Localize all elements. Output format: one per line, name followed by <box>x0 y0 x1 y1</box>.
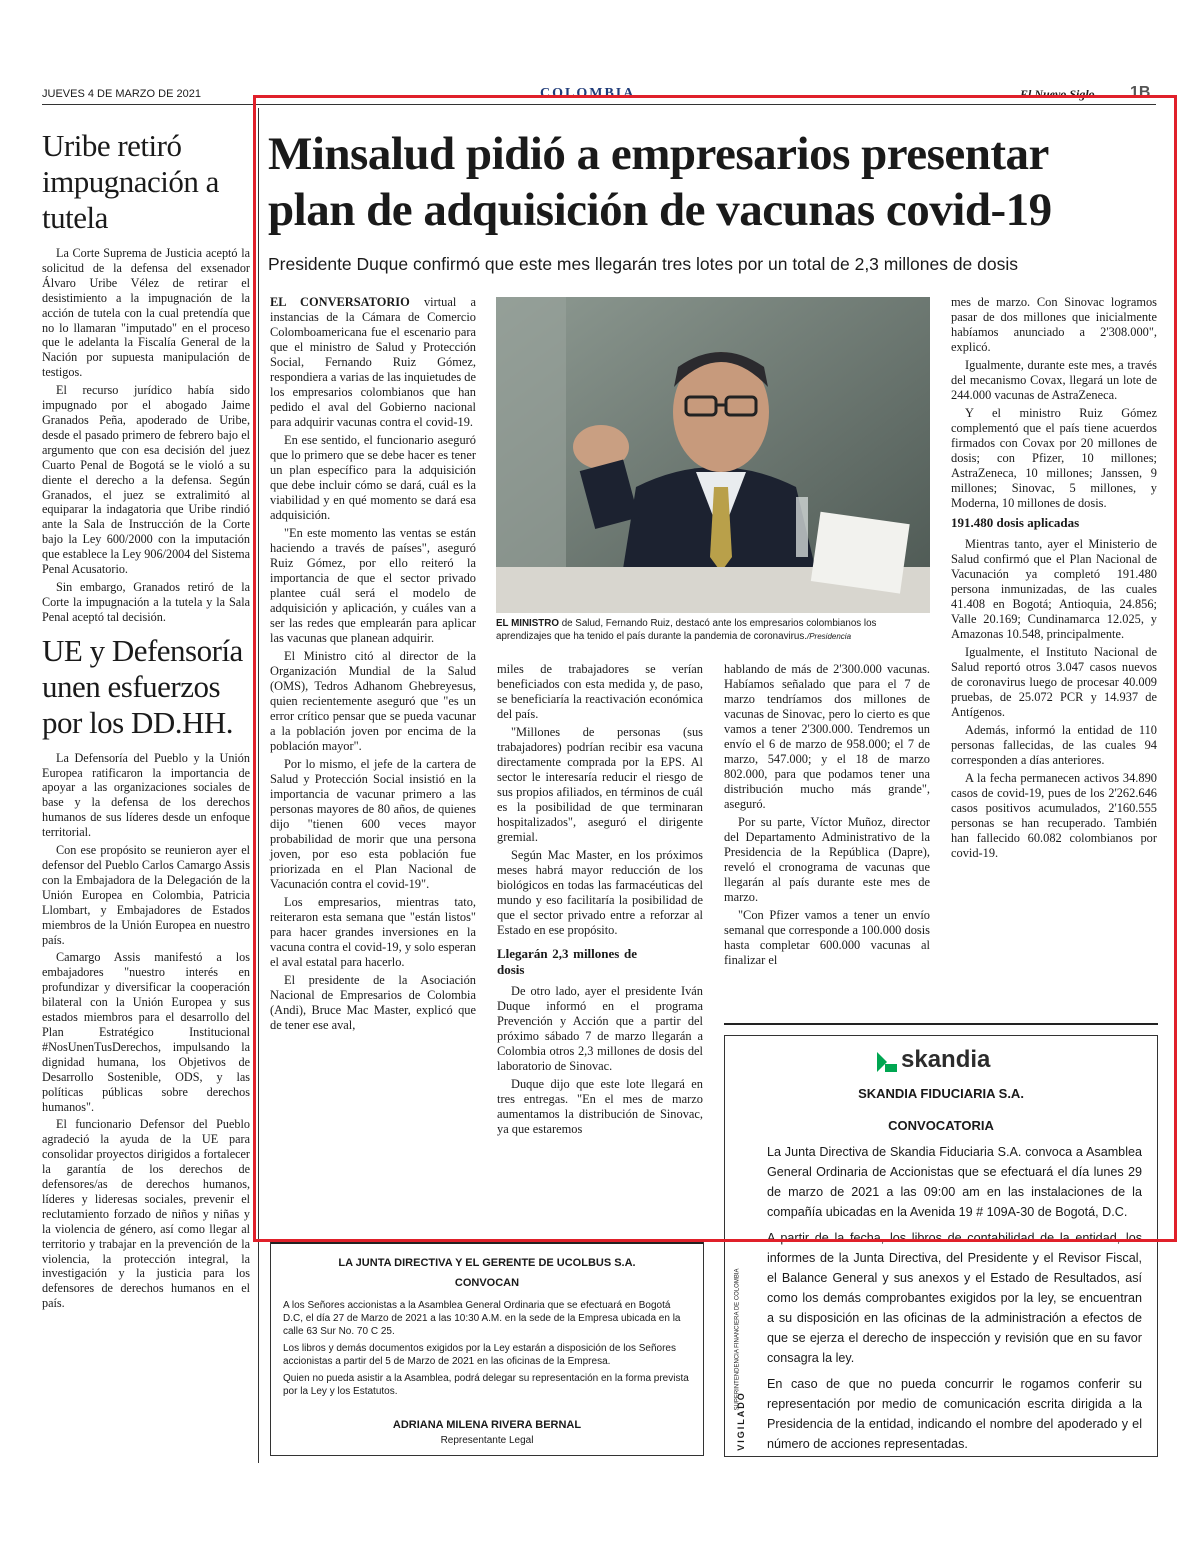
headline-line-1: Minsalud pidió a empresarios presentar <box>268 128 1049 180</box>
ucolbus-convocan: CONVOCAN <box>454 1277 520 1289</box>
paragraph: A partir de la fecha, los libros de contabilidad de la entidad, los informes de la Junta Directiva, del Presidente y el Revisor Fiscal, el Balance General y sus anexos y el Estado de Resultados, así como los demás comprobantes exigidos por la ley, se encuentran a su disposición en las oficinas de la administración a efectos de que se ejerza el derecho de inspección y revisión que en su favor consagra la ley. <box>767 1231 1142 1365</box>
paragraph: Duque dijo que este lote llegará en tres entregas. "En el mes de marzo aumentamos la distribución de Sinovac, ya que estaremos <box>497 1077 703 1136</box>
paragraph: A la fecha permanecen activos 34.890 casos de covid-19, pues de los 2'262.646 casos positivos acumulados, 2'160.555 personas se han recuperado. También han fallecido 60.082 colombianos por covid-19. <box>951 771 1157 860</box>
paragraph: "Con Pfizer vamos a tener un envío semanal que corresponde a 100.000 dosis hasta completar 600.000 vacunas al finalizar el <box>724 908 930 967</box>
paragraph: Igualmente, el Instituto Nacional de Salud reportó otros 3.047 casos nuevos de coronavirus luego de procesar 40.009 pruebas, de 25.072 PCR y 14.937 de Antígenos. <box>951 645 1157 719</box>
lead-paragraph <box>270 295 476 430</box>
newspaper-name: El Nuevo Siglo <box>1020 87 1095 101</box>
ucolbus-title: LA JUNTA DIRECTIVA Y EL GERENTE DE UCOLBUS S.A. <box>338 1257 636 1269</box>
minister-photo-illustration <box>496 297 930 613</box>
paragraph: Con ese propósito se reunieron ayer el defensor del Pueblo Carlos Camargo Assis con la Embajadora de la Delegación de la Unión Europea en Colombia, Patricia Llombart, y Embajadores de Estados miembros de la Unión Europea en nuestro país. <box>42 843 250 947</box>
skandia-logo-text: skandia <box>901 1046 991 1073</box>
paragraph: El presidente de la Asociación Nacional de Empresarios de Colombia (Andi), Bruce Mac Master, explicó que de tener ese aval, <box>270 973 476 1032</box>
article-column-2 <box>497 662 703 1140</box>
skandia-heading: CONVOCATORIA <box>888 1118 994 1133</box>
ucolbus-ad <box>270 1240 704 1456</box>
paragraph: Según Mac Master, en los próximos meses habrá mayor reducción de los biológicos en todas las farmacéuticas del mundo y eso facilitaría la posibilidad de que el sector privado entre a reforzar al Estado en ese propósito. <box>497 848 703 937</box>
paragraph: El funcionario Defensor del Pueblo agradeció la ayuda de la UE para consolidar proyectos dirigidos a fortalecer la garantía de los derechos de defensores/as de derechos humanos, líderes y lideresas sociales, prevenir el reclutamiento forzado de niños y niñas y la violencia de género, así como llegar al territorio y trabajar en la prevención de la violencia, la protección integral, la investigación y la justicia para los defensores de derechos humanos en el país. <box>42 1117 250 1311</box>
paragraph: La Junta Directiva de Skandia Fiduciaria S.A. convoca a Asamblea General Ordinaria de Accionistas que se efectuará el día lunes 29 de marzo de 2021 a las 09:00 am en las instalaciones de la compañía ubicadas en la Avenida 19 # 109A-30 de Bogotá, D.C. <box>767 1145 1142 1219</box>
sidebar-divider <box>258 108 259 1463</box>
ucolbus-signer: ADRIANA MILENA RIVERA BERNAL <box>392 1419 582 1431</box>
skandia-ad <box>724 1035 1158 1457</box>
ucolbus-ad-rule <box>271 1241 703 1244</box>
photo-credit: /Presidencia <box>807 632 852 641</box>
article-column-3 <box>724 662 930 971</box>
paragraph: La Corte Suprema de Justicia aceptó la solicitud de la defensa del exsenador Álvaro Uribe Vélez de retirar el desistimiento a la impugnación de la acción de tutela con la cual pretendía que no lo llamaran "imputado" en el proceso que le adelanta la Fiscalía General de la Nación por supuesta manipulación de testigos. <box>42 246 250 380</box>
sidebar <box>42 128 250 1314</box>
sidebar-story1-title: Uribe retiró impugnación a tutela <box>42 128 219 235</box>
paragraph: miles de trabajadores se verían beneficiados con esta medida y, de paso, se beneficiaría la reactivación económica del país. <box>497 662 703 721</box>
skandia-logo-icon <box>875 1050 901 1074</box>
issue-date: JUEVES 4 DE MARZO DE 2021 <box>42 88 201 100</box>
lead-strong: EL CONVERSATORIO <box>270 295 410 309</box>
paragraph: En caso de que no pueda concurrir le rogamos conferir su representación por medio de comunicación escrita dirigida a la Presidencia de la entidad, indicando el nombre del apoderado y el número de acciones representadas. <box>767 1377 1142 1451</box>
paragraph: El recurso jurídico había sido impugnado por el abogado Jaime Granados Peña, apoderado de Uribe, desde el pasado primero de febrero bajo el argumento que con esa decisión del juez Cuarto Penal de Bogotá se le violó a su diente el derecho a la defensa. Según Granados, el juez se extralimitó al equiparar la indagatoria que Uribe rindió ante la Sala de Instrucción de la Corte bajo la Ley 600/2000 con la imputación que establece la Ley 906/2004 del Sistema Penal Acusatorio. <box>42 383 250 577</box>
headline-line-2: plan de adquisición de vacunas covid-19 <box>268 184 1052 236</box>
caption-text: de Salud, Fernando Ruiz, destacó ante los empresarios colombianos los aprendizajes que ha tenido el país durante la pandemia de coronavirus. <box>496 618 877 642</box>
ad-top-rule <box>724 1023 1158 1025</box>
paragraph: Por su parte, Víctor Muñoz, director del Departamento Administrativo de la Presidencia de la República (Dapre), reveló el cronograma de vacunas que llegarán al país durante este mes de marzo. <box>724 815 930 904</box>
skandia-logo <box>875 1046 1015 1076</box>
paragraph: Sin embargo, Granados retiró de la Corte la impugnación a la tutela y la Sala Penal aceptó tal decisión. <box>42 579 250 624</box>
paragraph: El Ministro citó al director de la Organización Mundial de la Salud (OMS), Tedros Adhanom Ghebreyesus, quien recientemente aseguró que "es un error crítico pensar que se pueda vacunar a la población joven por encima de la población mayor". <box>270 649 476 753</box>
subhead-dosis: Llegarán 2,3 millones de dosis <box>497 946 637 977</box>
paragraph: Mientras tanto, ayer el Ministerio de Salud confirmó que el Plan Nacional de Vacunación ya completó 191.480 persona inmunizadas, de las cuales 41.408 en Bogotá; Antioquia, 24.856; Valle 20.169; Cundinamarca 12.025, y Amazonas 10.548, principalmente. <box>951 537 1157 641</box>
paragraph: mes de marzo. Con Sinovac logramos pasar de dos millones que inicialmente habíamos anunciado a 2'308.000", explicó. <box>951 295 1157 354</box>
sidebar-story2-title: UE y Defensoría unen esfuerzos por los DD.HH. <box>42 632 243 740</box>
ucolbus-signer-role: Representante Legal <box>440 1435 534 1446</box>
article-column-4 <box>951 295 1157 864</box>
superintendencia-label: SUPERINTENDENCIA FINANCIERA DE COLOMBIA <box>734 1268 741 1411</box>
paragraph: Además, informó la entidad de 110 personas fallecidas, de las cuales 94 corresponden a días anteriores. <box>951 723 1157 767</box>
paragraph: La Defensoría del Pueblo y la Unión Europea ratificaron la importancia de apoyar a las organizaciones sociales de base y la defensa de los derechos humanos de sus líderes desde un enfoque territorial. <box>42 750 250 840</box>
section-title: COLOMBIA <box>540 86 636 101</box>
paragraph: hablando de más de 2'300.000 vacunas. Habíamos señalado que para el 7 de marzo tendríamos dos millones de vacunas de Sinovac, pero lo cierto es que vamos a tener 2'300.000. Tendremos un envío el 6 de marzo de 958.000; el 7 de marzo, 547.000; y el 18 de marzo 802.000, para que podamos tener una distribución mucho más grande", aseguró. <box>724 662 930 811</box>
paragraph: A los Señores accionistas a la Asamblea General Ordinaria que se efectuará en Bogotá D.C, el día 27 de Marzo de 2021 a las 10:30 A.M. en la sede de la Empresa ubicada en la calle 63 Sur No. 70 C 25. <box>283 1300 681 1337</box>
minister-photo <box>496 297 930 613</box>
paragraph: Igualmente, durante este mes, a través del mecanismo Covax, llegará un lote de 244.000 vacunas de AstraZeneca. <box>951 358 1157 402</box>
paragraph: Camargo Assis manifestó a los embajadores "nuestro interés en profundizar y diversificar la cooperación bilateral con la Unión Europea y sus estados miembros para el desarrollo del Plan Estratégico Institucional #NosUnenTusDerechos, impulsando la dignidad humana, los Objetivos de Desarrollo Sostenible, ODS, y las políticas públicas sobre derechos humanos". <box>42 950 250 1114</box>
page-number: 1B <box>1130 84 1151 101</box>
paragraph: Los libros y demás documentos exigidos por la Ley estarán a disposición de los Señores accionistas a partir del 5 de Marzo de 2021 en las oficinas de la Empresa. <box>283 1343 676 1367</box>
paragraph: En ese sentido, el funcionario aseguró que lo primero que se debe hacer es tener un plan específico para la adquisición que debe incluir cómo se dará, cuál es la viabilidad y en qué momento se dará esa adquisición. <box>270 433 476 522</box>
photo-caption <box>496 617 932 643</box>
paragraph: Quien no pueda asistir a la Asamblea, podrá delegar su representación en la forma prevista por la Ley y los Estatutos. <box>283 1373 689 1397</box>
subhead-aplicadas: 191.480 dosis aplicadas <box>951 515 1080 530</box>
ucolbus-body <box>283 1299 693 1402</box>
paragraph: "En este momento las ventas se están haciendo a través de países", aseguró Ruiz Gómez, por ello reiteró la importancia de que el sector privado plantee cuál será el modelo de adquisición y aplicación, y cuáles van a ser las redes que emplearán para aplicar las vacunas que planean adquirir. <box>270 526 476 645</box>
paragraph: Por lo mismo, el jefe de la cartera de Salud y Protección Social insistió en la importancia de vacunar primero a las personas mayores de 80 años, de quienes dijo "tienen 600 veces mayor probabilidad de morir que una persona joven, por eso esta población fue priorizada en el Plan Nacional de Vacunación contra el covid-19". <box>270 757 476 891</box>
sidebar-story1-body <box>42 246 250 625</box>
article-column-1 <box>270 295 476 1036</box>
paragraph: De otro lado, ayer el presidente Iván Duque informó en el programa Prevención y Acción que a partir del próximo sábado 7 de marzo llegarán a Colombia otros 2,3 millones de dosis del laboratorio de Sinovac. <box>497 984 703 1073</box>
paragraph: Los empresarios, mientras tato, reiteraron esta semana que "están listos" para hacer grandes inversiones en la vacuna contra el covid-19, y solo esperan el aval estatal para hacerlo. <box>270 895 476 969</box>
caption-strong: EL MINISTRO <box>496 618 559 629</box>
skandia-company: SKANDIA FIDUCIARIA S.A. <box>858 1086 1024 1101</box>
paragraph: "Millones de personas (sus trabajadores) podrían recibir esa vacuna directamente comprada por la EPS. Al sector le interesaría reducir el riesgo de sus propios afiliados, en términos de cuál es la posibilidad de que terminaran hospitalizados", aseguró el dirigente gremial. <box>497 725 703 844</box>
skandia-body <box>767 1142 1142 1460</box>
sidebar-story2-body <box>42 751 250 1312</box>
article-headline <box>268 126 1158 238</box>
lead-text: virtual a instancias de la Cámara de Comercio Colomboamericana fue el escenario para que el ministro de Salud y Protección Social, Fernando Ruiz Gómez, respondiera a varias de las inquietudes de los empresarios colombianos que han pedido el aval del Gobierno nacional para adquirir vacunas contra el covid-19. <box>270 295 476 429</box>
vigilado-label: VIGILADO <box>736 1391 746 1451</box>
header-rule <box>42 104 1156 105</box>
article-deck: Presidente Duque confirmó que este mes llegarán tres lotes por un total de 2,3 millones de dosis <box>268 254 1019 274</box>
paragraph: Y el ministro Ruiz Gómez complementó que el país tiene acuerdos firmados con Covax por 20 millones de dosis; con Pfizer, 10 millones; AstraZeneca, 10 millones; Janssen, 9 millones; Sinovac, 5 millones, y Moderna, 10 millones de dosis. <box>951 406 1157 510</box>
